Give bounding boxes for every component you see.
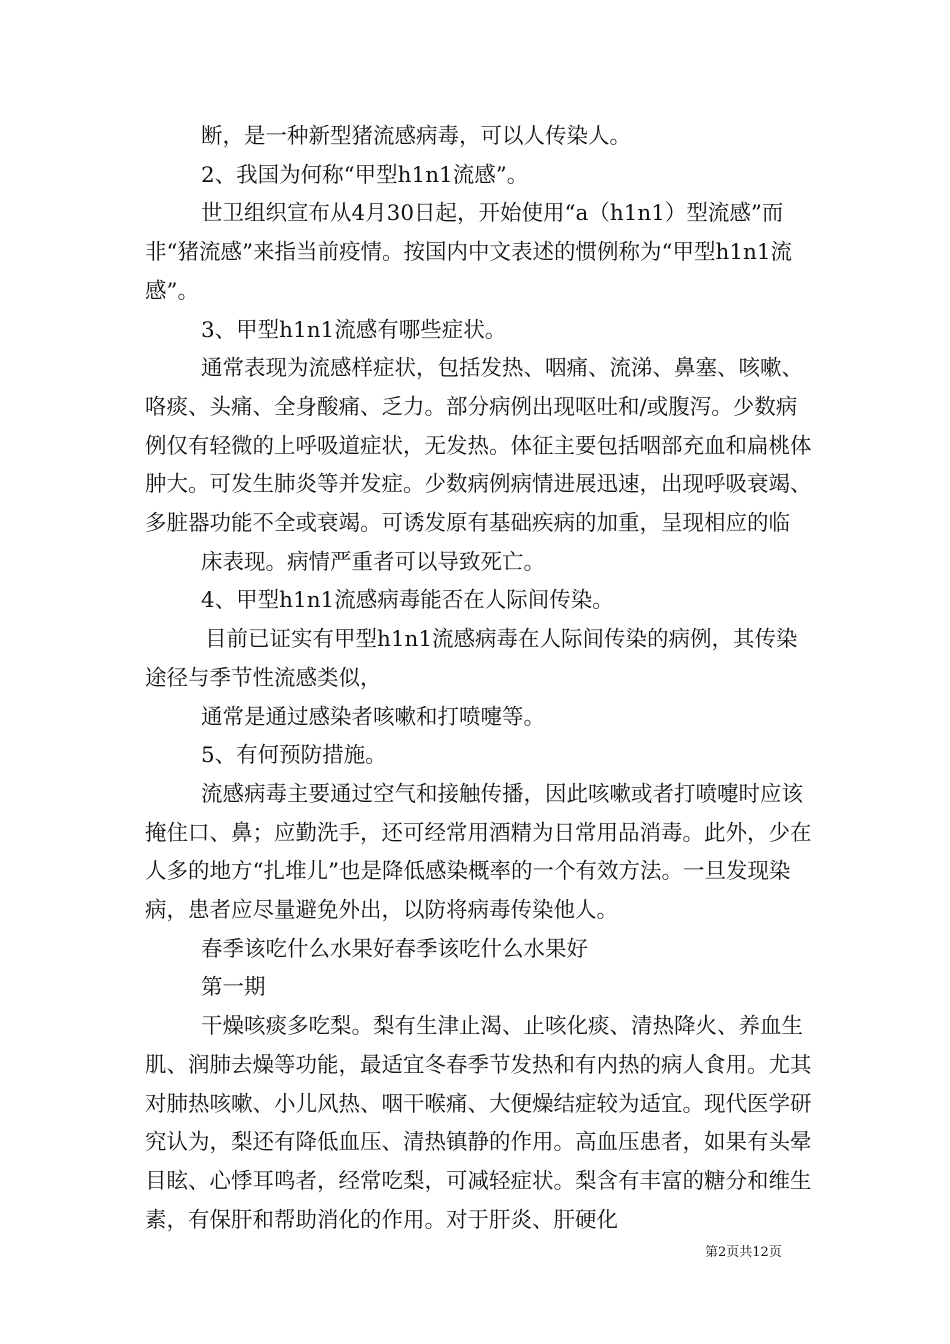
paragraph-12: 春季该吃什么水果好春季该吃什么水果好	[201, 936, 589, 962]
paragraph-2: 2、我国为何称“甲型h1n1流感”。	[201, 162, 529, 188]
paragraph-8: 目前已证实有甲型h1n1流感病毒在人际间传染的病例，其传染途径与季节性流感类似，	[145, 627, 798, 691]
paragraph-13: 第一期	[201, 975, 266, 1001]
paragraph-5: 通常表现为流感样症状，包括发热、咽痛、流涕、鼻塞、咳嗽、咯痰、头痛、全身酸痛、乏力。部分病例出现呕吐和/或腹泻。少数病例仅有轻微的上呼吸道症状，无发热。体征主要包括咽部充血和扁桃体肿大。可发生肺炎等并发症。少数病例病情进展迅速，出现呼吸衰竭、多脏器功能不全或衰竭。可诱发原有基础疾病的加重，呈现相应的临	[145, 356, 812, 537]
paragraph-6: 床表现。病情严重者可以导致死亡。	[201, 549, 546, 575]
paragraph-3: 世卫组织宣布从4月30日起，开始使用“a（h1n1）型流感”而非“猪流感”来指当前疫情。按国内中文表述的惯例称为“甲型h1n1流感”。	[145, 201, 793, 304]
paragraph-10: 5、有何预防措施。	[201, 743, 387, 769]
paragraph-1: 断，是一种新型猪流感病毒，可以人传染人。	[201, 124, 632, 149]
document-body	[145, 118, 815, 1240]
paragraph-14: 干燥咳痰多吃梨。梨有生津止渴、止咳化痰、清热降火、养血生肌、润肺去燥等功能，最适宜冬春季节发热和有内热的病人食用。尤其对肺热咳嗽、小儿风热、咽干喉痛、大便燥结症较为适宜。现代医学研究认为，梨还有降低血压、清热镇静的作用。高血压患者，如果有头晕目眩、心悸耳鸣者，经常吃梨，可减轻症状。梨含有丰富的糖分和维生素，有保肝和帮助消化的作用。对于肝炎、肝硬化	[145, 1014, 812, 1233]
paragraph-4: 3、甲型h1n1流感有哪些症状。	[201, 317, 507, 343]
paragraph-7: 4、甲型h1n1流感病毒能否在人际间传染。	[201, 588, 614, 614]
paragraph-11: 流感病毒主要通过空气和接触传播，因此咳嗽或者打喷嚏时应该掩住口、鼻；应勤洗手，还可经常用酒精为日常用品消毒。此外，少在人多的地方“扎堆儿”也是降低感染概率的一个有效方法。一旦发现染病，患者应尽量避免外出，以防将病毒传染他人。	[145, 781, 812, 924]
paragraph-9: 通常是通过感染者咳嗽和打喷嚏等。	[201, 704, 546, 730]
page-number-footer: 第2页共12页	[705, 1245, 782, 1260]
